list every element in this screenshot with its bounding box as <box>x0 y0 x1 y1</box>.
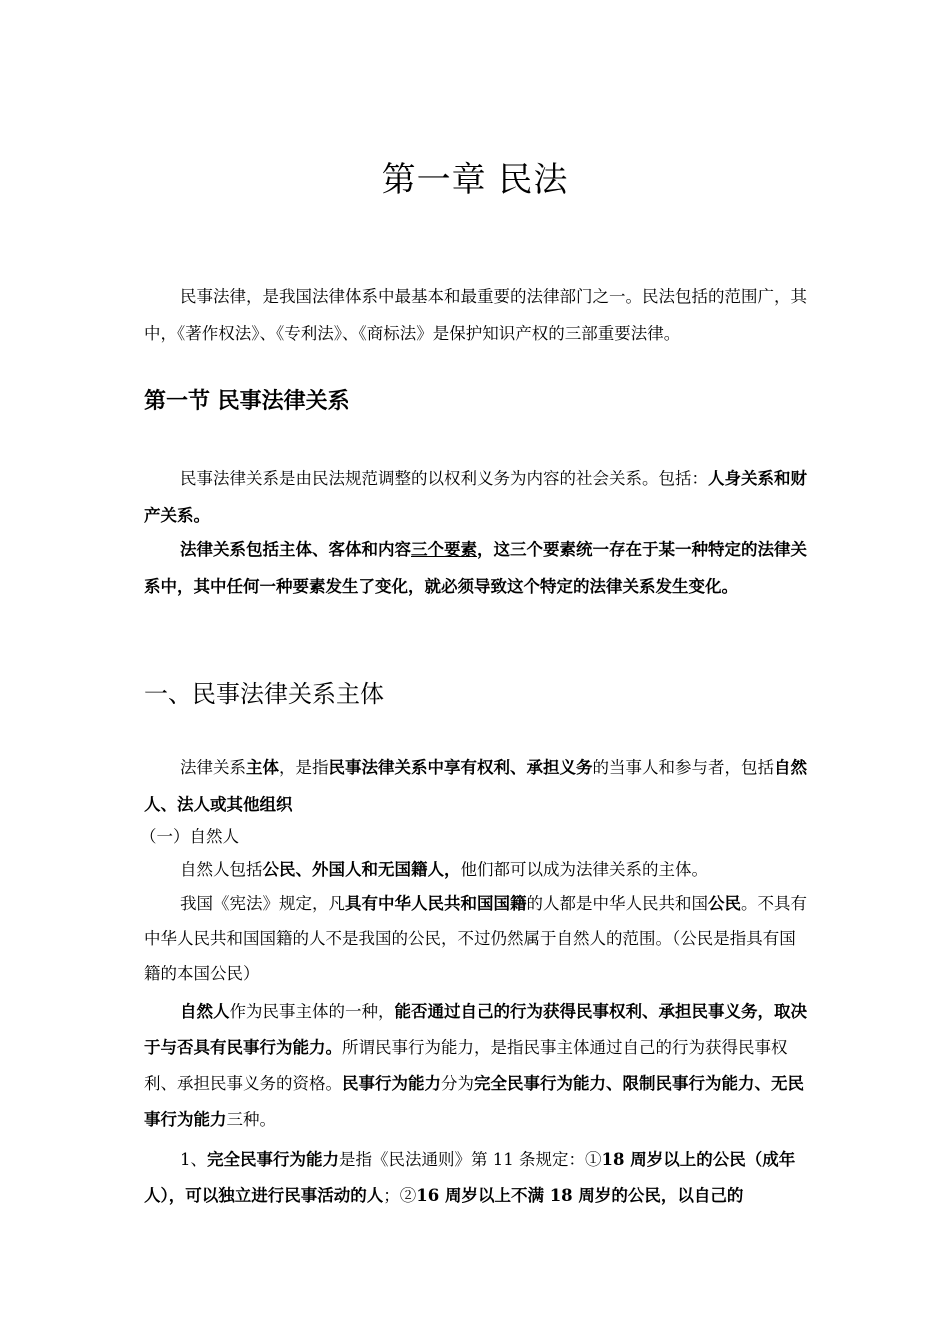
bold-text: 主体 <box>246 758 279 777</box>
capacity-paragraph <box>144 994 809 1138</box>
bold-text: 公民、外国人和无国籍人， <box>262 860 461 879</box>
constitution-paragraph <box>144 886 809 991</box>
text-run: 自然人包括 <box>180 860 263 879</box>
bold-text: 能否通过自己的行为获得民事权利、承担民事义务，取决于与否具有民事行为能力。 <box>144 1002 807 1057</box>
text-run: 。不具有中华人民共和国国籍的人不是我国的公民，不过仍然属于自然人的范围。（公民是指具有国籍的本国公民） <box>144 894 807 983</box>
subject-paragraph <box>144 749 809 823</box>
list-item-heading: （一）自然人 <box>140 827 239 846</box>
bold-text: 完全民事行为能力、限制民事行为能力、无民事行为能力 <box>144 1074 804 1129</box>
bold-text: 具有中华人民共和国国籍 <box>345 894 527 913</box>
bold-text: 完全民事行为能力 <box>207 1150 339 1169</box>
text-run: 作为民事主体的一种， <box>229 1002 395 1021</box>
text-run: 他们都可以成为法律关系的主体。 <box>460 860 708 879</box>
text-run: 的人都是中华人民共和国 <box>526 894 708 913</box>
subsection-heading: 一、民事法律关系主体 <box>144 680 384 708</box>
text-run: 分为 <box>441 1074 474 1093</box>
bold-text: 公民 <box>708 894 741 913</box>
bold-text: 16 周岁以上不满 18 周岁的公民，以自己的 <box>416 1186 744 1205</box>
text-run: ；② <box>383 1186 417 1205</box>
intro-paragraph: 民事法律，是我国法律体系中最基本和最重要的法律部门之一。民法包括的范围广，其中，《著作权法》、《专利法》、《商标法》是保护知识产权的三部重要法律。 <box>144 287 807 343</box>
text-run: 1、 <box>180 1150 207 1169</box>
text-run: ，是指 <box>279 758 329 777</box>
chapter-title: 第一章 民法 <box>381 160 569 200</box>
bold-text: 自然人、法人或其他组织 <box>144 758 807 814</box>
underlined-text: 三个要素 <box>411 540 477 559</box>
bold-text: 18 周岁以上的公民（成年人），可以独立进行民事活动的人 <box>144 1150 796 1205</box>
text-run: 法律关系 <box>180 758 246 777</box>
natural-person-paragraph <box>144 852 809 888</box>
text-run: 我国《宪法》规定，凡 <box>180 894 345 913</box>
text-run: 的当事人和参与者，包括 <box>592 758 774 777</box>
section-heading: 第一节 民事法律关系 <box>144 389 350 414</box>
section-paragraph-1 <box>144 460 809 534</box>
text-run: 民事法律关系是由民法规范调整的以权利义务为内容的社会关系。包括： <box>180 469 708 488</box>
bold-text: 民事法律关系中享有权利、承担义务 <box>328 758 593 777</box>
bold-text: 法律关系包括主体、客体和内容 <box>180 540 411 559</box>
bold-text: 人身关系和财产关系。 <box>144 469 807 525</box>
text-run: 三种。 <box>226 1110 276 1129</box>
bold-text: 民事行为能力 <box>342 1074 441 1093</box>
text-run: 所谓民事行为能力，是指民事主体通过自己的行为获得民事权利、承担民事义务的资格。 <box>144 1038 788 1093</box>
section-paragraph-2 <box>144 531 809 605</box>
bold-text: ，这三个要素统一存在于某一种特定的法律关系中，其中任何一种要素发生了变化，就必须导致这个特定的法律关系发生变化。 <box>144 540 807 596</box>
text-run: 是指《民法通则》第 11 条规定：① <box>339 1150 602 1169</box>
full-capacity-paragraph <box>144 1142 809 1214</box>
bold-text: 自然人 <box>180 1002 230 1021</box>
